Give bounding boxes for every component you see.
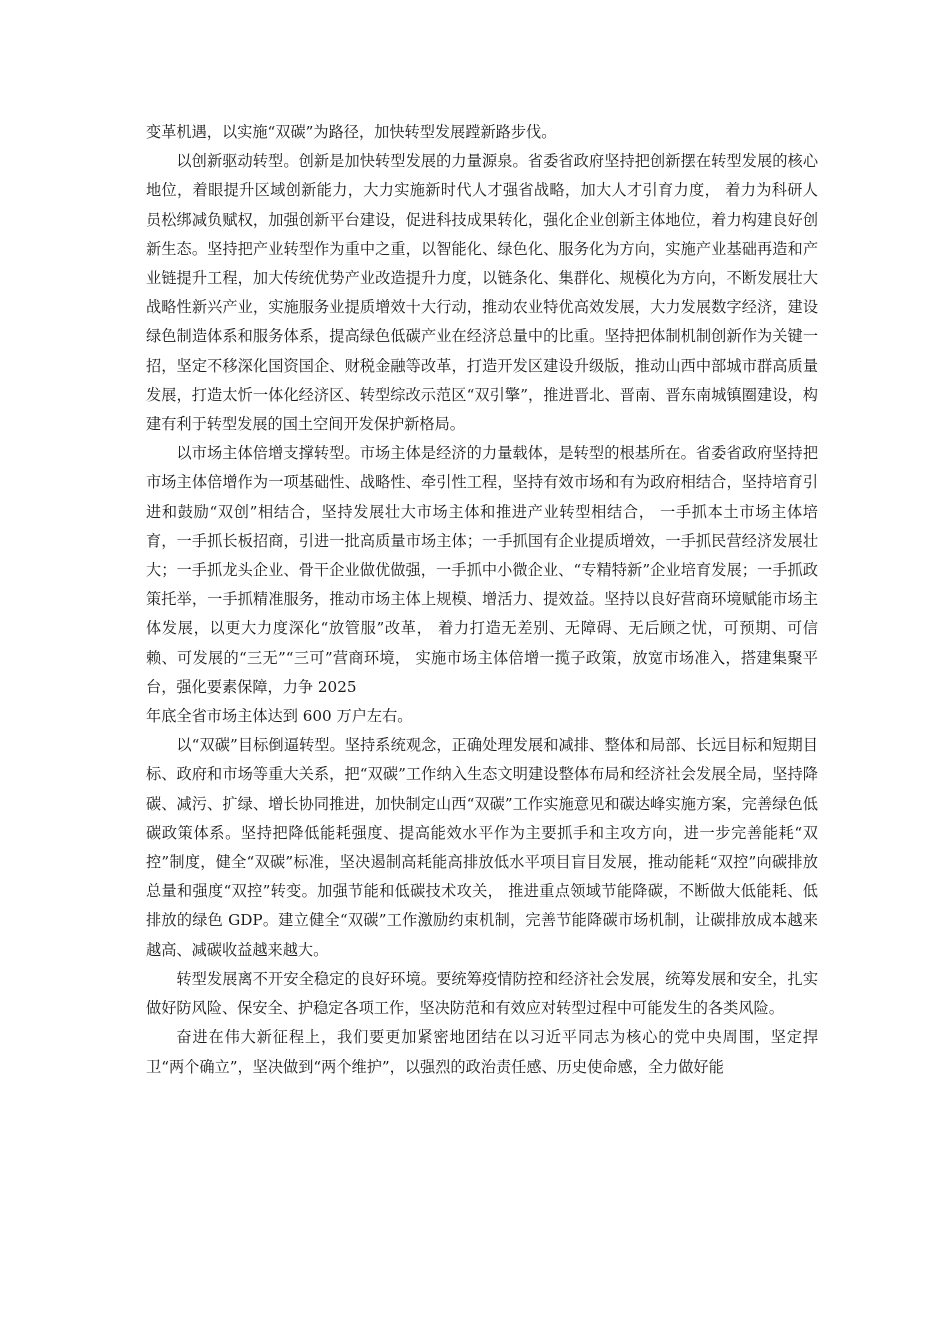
paragraph-market-target: 年底全省市场主体达到 600 万户左右。 <box>146 707 413 726</box>
paragraph-dual-carbon: 以“双碳”目标倒逼转型。坚持系统观念，正确处理发展和减排、整体和局部、长远目标和短期目标、政府和市场等重大关系，把“双碳”工作纳入生态文明建设整体布局和经济社会发展全局，坚持降碳、减污、扩绿、增长协同推进，加快制定山西“双碳”工作实施意见和碳达峰实施方案，完善绿色低碳政策体系。坚持把降低能耗强度、提高能效水平作为主要抓手和主攻方向，进一步完善能耗“双控”制度，健全“双碳”标准，坚决遏制高耗能高排放低水平项目盲目发展，推动能耗“双控”向碳排放总量和强度“双控”转变。加强节能和低碳技术攻关， 推进重点领域节能降碳，不断做大低能耗、低排放的绿色 GDP。建立健全“双碳”工作激励约束机制，完善节能降碳市场机制，让碳排放成本越来越高、减碳收益越来越大。 <box>146 736 818 959</box>
body-text <box>146 118 818 1082</box>
paragraph-market-entities: 以市场主体倍增支撑转型。市场主体是经济的力量载体，是转型的根基所在。省委省政府坚持把市场主体倍增作为一项基础性、战略性、牵引性工程，坚持有效市场和有为政府相结合，坚持培育引进和鼓励“双创”相结合，坚持发展壮大市场主体和推进产业转型相结合， 一手抓本土市场主体培育，一手抓长板招商，引进一批高质量市场主体；一手抓国有企业提质增效，一手抓民营经济发展壮大；一手抓龙头企业、骨干企业做优做强，一手抓中小微企业、“专精特新”企业培育发展；一手抓政策托举，一手抓精准服务，推动市场主体上规模、增活力、提效益。坚持以良好营商环境赋能市场主体发展，以更大力度深化“放管服”改革， 着力打造无差别、无障碍、无后顾之忧，可预期、可信赖、可发展的“三无”“三可”营商环境， 实施市场主体倍增一揽子政策，放宽市场准入，搭建集聚平台，强化要素保障，力争 2025 <box>146 444 818 696</box>
paragraph-innovation: 以创新驱动转型。创新是加快转型发展的力量源泉。省委省政府坚持把创新摆在转型发展的核心地位，着眼提升区域创新能力，大力实施新时代人才强省战略，加大人才引育力度， 着力为科研人员松绑减负赋权，加强创新平台建设，促进科技成果转化，强化企业创新主体地位，着力构建良好创新生态。坚持把产业转型作为重中之重，以智能化、绿色化、服务化为方向，实施产业基础再造和产业链提升工程，加大传统优势产业改造提升力度，以链条化、集群化、规模化为方向，不断发展壮大战略性新兴产业，实施服务业提质增效十大行动，推动农业特优高效发展，大力发展数字经济，建设绿色制造体系和服务体系，提高绿色低碳产业在经济总量中的比重。坚持把体制机制创新作为关键一招，坚定不移深化国资国企、财税金融等改革，打造开发区建设升级版，推动山西中部城市群高质量发展，打造太忻一体化经济区、转型综改示范区“双引擎”，推进晋北、晋南、晋东南城镇圈建设，构建有利于转型发展的国土空间开发保护新格局。 <box>146 152 818 434</box>
paragraph-security: 转型发展离不开安全稳定的良好环境。要统筹疫情防控和经济社会发展，统筹发展和安全，扎实做好防风险、保安全、护稳定各项工作，坚决防范和有效应对转型过程中可能发生的各类风险。 <box>146 969 818 1018</box>
paragraph-new-journey: 奋进在伟大新征程上，我们要更加紧密地团结在以习近平同志为核心的党中央周围，坚定捍卫“两个确立”，坚决做到“两个维护”，以强烈的政治责任感、历史使命感，全力做好能 <box>146 1028 818 1076</box>
paragraph-1: 变革机遇，以实施“双碳”为路径，加快转型发展蹚新路步伐。 <box>146 123 557 141</box>
